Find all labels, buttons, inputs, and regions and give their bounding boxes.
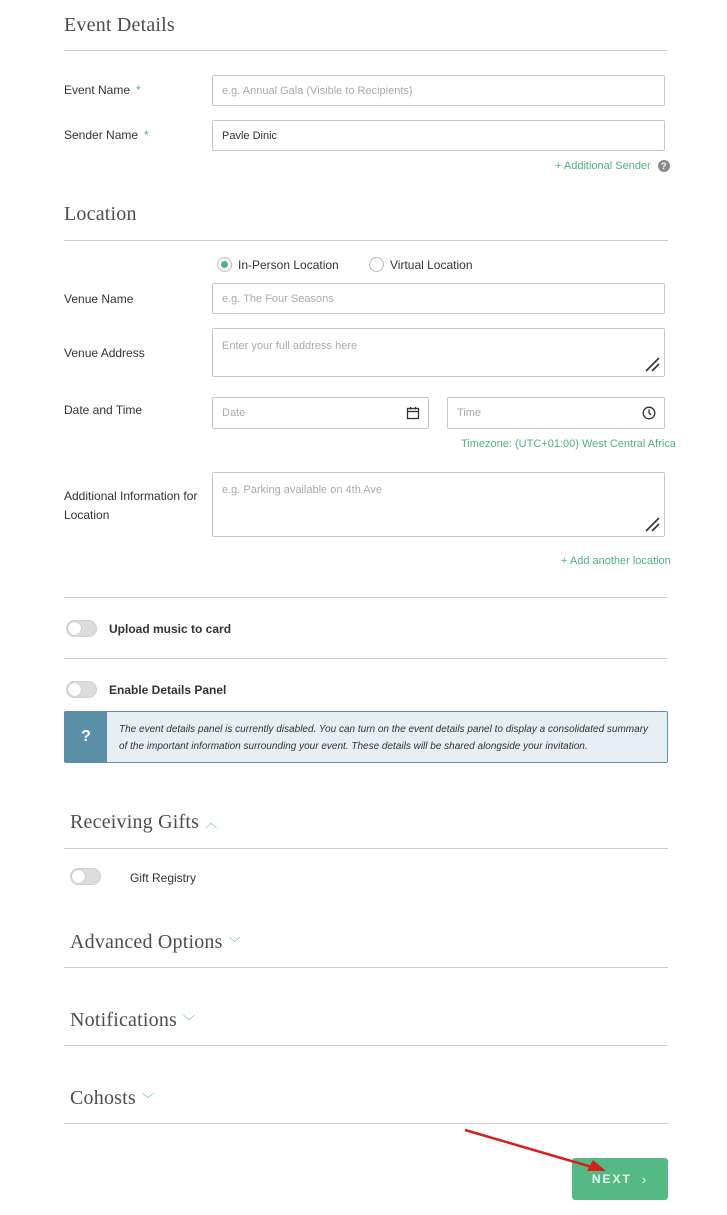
timezone-text[interactable]: Timezone: (UTC+01:00) West Central Africa: [461, 438, 676, 450]
divider: [64, 50, 668, 51]
next-button[interactable]: NEXT ›: [572, 1158, 668, 1200]
annotation-arrow-icon: [460, 1125, 610, 1175]
clock-icon[interactable]: [642, 406, 656, 420]
additional-info-textarea[interactable]: e.g. Parking available on 4th Ave: [212, 472, 665, 537]
notifications-title: Notifications: [70, 1009, 178, 1031]
time-input[interactable]: Time: [447, 397, 665, 429]
date-time-label: Date and Time: [64, 403, 143, 417]
divider: [64, 1123, 668, 1124]
event-name-input[interactable]: e.g. Annual Gala (Visible to Recipients): [212, 75, 665, 106]
advanced-options-title: Advanced Options: [70, 931, 223, 953]
radio-selected-icon[interactable]: [217, 257, 232, 272]
divider: [64, 597, 668, 598]
additional-info-label: Additional Information for Location: [64, 489, 198, 522]
notifications-header[interactable]: [70, 1009, 195, 1032]
venue-name-label: Venue Name: [64, 292, 134, 306]
event-details-title: Event Details: [64, 14, 175, 36]
chevron-down-icon[interactable]: ﹀: [228, 936, 241, 950]
venue-address-label: Venue Address: [64, 346, 145, 360]
help-icon[interactable]: ?: [658, 160, 670, 172]
gift-registry-label: Gift Registry: [130, 871, 197, 885]
upload-music-toggle[interactable]: [66, 620, 97, 637]
add-location-link[interactable]: + Add another location: [561, 555, 671, 567]
receiving-gifts-title: Receiving Gifts: [70, 811, 200, 833]
divider: [64, 967, 668, 968]
divider: [64, 658, 668, 659]
details-panel-label: Enable Details Panel: [109, 683, 227, 697]
chevron-up-icon[interactable]: ︿: [205, 816, 218, 830]
chevron-right-icon: ›: [641, 1171, 649, 1187]
info-box-text: The event details panel is currently disabled. You can turn on the event details panel to display a consolidated summary of the important information surrounding your event. These details will be shared alongside your invitation.: [119, 724, 649, 752]
calendar-icon[interactable]: [406, 406, 420, 420]
additional-sender-row: [555, 160, 670, 172]
resize-handle-icon[interactable]: [643, 515, 661, 533]
advanced-options-header[interactable]: [70, 931, 241, 954]
receiving-gifts-header[interactable]: [70, 811, 217, 834]
event-name-label: Event Name *: [64, 83, 141, 97]
virtual-radio-option[interactable]: Virtual Location: [369, 257, 473, 272]
chevron-down-icon[interactable]: ﹀: [141, 1092, 154, 1106]
location-title: Location: [64, 203, 137, 225]
upload-music-label: Upload music to card: [109, 622, 232, 636]
info-box: [64, 711, 668, 763]
required-mark: *: [136, 83, 141, 97]
venue-name-input[interactable]: e.g. The Four Seasons: [212, 283, 665, 314]
chevron-down-icon[interactable]: ﹀: [183, 1014, 196, 1028]
venue-address-textarea[interactable]: Enter your full address here: [212, 328, 665, 377]
cohosts-title: Cohosts: [70, 1087, 136, 1109]
required-mark: *: [144, 128, 149, 142]
cohosts-header[interactable]: [70, 1087, 154, 1110]
gift-registry-toggle[interactable]: [70, 868, 101, 885]
in-person-radio-option[interactable]: In-Person Location: [217, 257, 339, 272]
divider: [64, 848, 668, 849]
sender-name-label: Sender Name *: [64, 128, 149, 142]
info-question-icon: ?: [65, 712, 107, 762]
divider: [64, 240, 668, 241]
details-panel-toggle[interactable]: [66, 681, 97, 698]
resize-handle-icon[interactable]: [643, 355, 661, 373]
divider: [64, 1045, 668, 1046]
radio-unselected-icon[interactable]: [369, 257, 384, 272]
date-input[interactable]: Date: [212, 397, 429, 429]
additional-sender-link[interactable]: + Additional Sender: [555, 160, 651, 172]
sender-name-input[interactable]: Pavle Dinic: [212, 120, 665, 151]
